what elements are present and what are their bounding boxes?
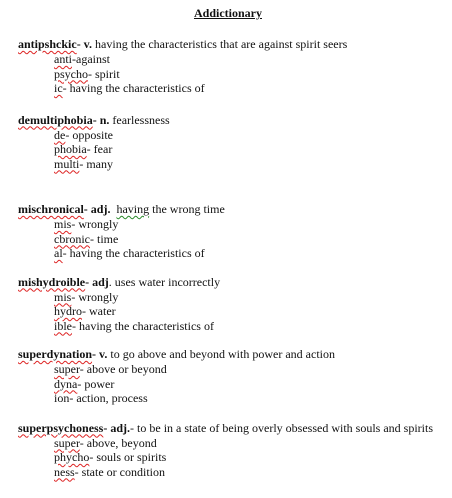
dictionary-entry (18, 113, 438, 172)
word-part (54, 450, 438, 465)
word-part-prefix: mis (54, 217, 72, 231)
word-parts-list (18, 52, 438, 96)
word-part (54, 304, 438, 319)
word-part-prefix: ion (54, 391, 70, 405)
entry-part-of-speech: - adj. (103, 420, 131, 435)
word-part-prefix: psycho (54, 66, 88, 81)
word-part-meaning: - power (77, 376, 115, 391)
dictionary-entry (18, 202, 438, 261)
word-parts-list (18, 290, 438, 334)
word-part-prefix: super (54, 362, 80, 376)
word-part-prefix: ness (54, 464, 75, 479)
entry-headline (18, 275, 438, 290)
word-part (54, 377, 438, 392)
entry-word: mishydroible (18, 274, 86, 289)
dictionary-entry (18, 37, 438, 96)
document-title: Addictionary (193, 6, 262, 20)
entry-word: superpsychoness (18, 420, 104, 435)
word-part-meaning: -against (72, 52, 110, 66)
entry-definition: - to be in a state of being overly obsessed with souls and spirits (130, 420, 433, 435)
word-part (54, 436, 438, 451)
word-part-meaning: - spirit (88, 66, 120, 81)
word-part-prefix: hydro (54, 304, 82, 318)
word-part (54, 157, 438, 172)
word-part-meaning: - wrongly (71, 289, 119, 304)
word-part-prefix: super (54, 435, 80, 450)
word-part-prefix: ic (54, 81, 63, 95)
entry-part-of-speech: - adj (85, 274, 109, 289)
word-part-meaning: - action, process (69, 391, 148, 405)
word-part-meaning: - having the characteristics of (72, 318, 214, 333)
word-part (54, 319, 438, 334)
word-part-meaning: - above or beyond (79, 362, 167, 376)
word-part-prefix: cbronic (54, 231, 90, 246)
word-part (54, 246, 438, 261)
entry-definition: the wrong time (149, 202, 225, 216)
word-part-prefix: phycho (54, 450, 90, 464)
word-part-prefix: phobia (54, 142, 87, 156)
word-part (54, 465, 438, 480)
entry-headline (18, 113, 438, 128)
word-part-prefix: mis (54, 289, 72, 304)
word-part-prefix: ible (54, 318, 72, 333)
entry-headline (18, 37, 438, 52)
word-part (54, 128, 438, 143)
entry-word: superdynation (18, 347, 93, 361)
entry-headline (18, 202, 438, 217)
word-part (54, 232, 438, 247)
word-parts-list (18, 362, 438, 406)
word-parts-list (18, 217, 438, 261)
word-parts-list (18, 436, 438, 480)
entry-definition: having the characteristics that are against spirit seers (92, 37, 348, 51)
word-part-meaning: - time (89, 231, 119, 246)
entry-definition: . uses water incorrectly (108, 274, 221, 289)
word-part (54, 391, 438, 406)
word-part (54, 142, 438, 157)
word-part (54, 52, 438, 67)
word-part-meaning: - fear (86, 142, 113, 156)
word-part-meaning: - having the characteristics of (62, 246, 205, 260)
word-part-meaning: - wrongly (71, 217, 119, 231)
word-part-meaning: - water (82, 304, 116, 318)
word-part-meaning: - having the characteristics of (62, 81, 205, 95)
word-part (54, 67, 438, 82)
word-part-meaning: - opposite (65, 127, 113, 142)
entry-part-of-speech: - v. (92, 347, 108, 361)
entry-word: antipshckic (18, 37, 77, 51)
word-part (54, 81, 438, 96)
word-part-prefix: al (54, 246, 63, 260)
word-part (54, 362, 438, 377)
word-part-meaning: - state or condition (74, 464, 165, 479)
word-part-prefix: dyna (54, 376, 78, 391)
word-parts-list (18, 128, 438, 172)
entry-headline (18, 347, 438, 362)
entry-part-of-speech: - adj. (83, 202, 111, 216)
dictionary-entry (18, 275, 438, 334)
entry-word: mischronical (18, 202, 84, 216)
entry-headline (18, 421, 438, 436)
entry-definition: fearlessness (109, 112, 170, 127)
dictionary-entry (18, 421, 438, 480)
entry-part-of-speech: - v. (76, 37, 93, 51)
entry-part-of-speech: - n. (92, 112, 110, 127)
entry-definition: to go above and beyond with power and action (107, 347, 335, 361)
word-part-meaning: - many (79, 156, 113, 171)
word-part (54, 217, 438, 232)
word-part-prefix: multi (54, 156, 80, 171)
entry-word: demultiphobia (18, 112, 93, 127)
word-part (54, 290, 438, 305)
word-part-prefix: anti (54, 52, 72, 66)
dictionary-entry (18, 347, 438, 406)
word-part-meaning: - souls or spirits (89, 450, 167, 464)
word-part-prefix: de (54, 127, 66, 142)
word-part-meaning: - above, beyond (79, 435, 157, 450)
entry-definition-flagged-word: having (116, 202, 150, 216)
